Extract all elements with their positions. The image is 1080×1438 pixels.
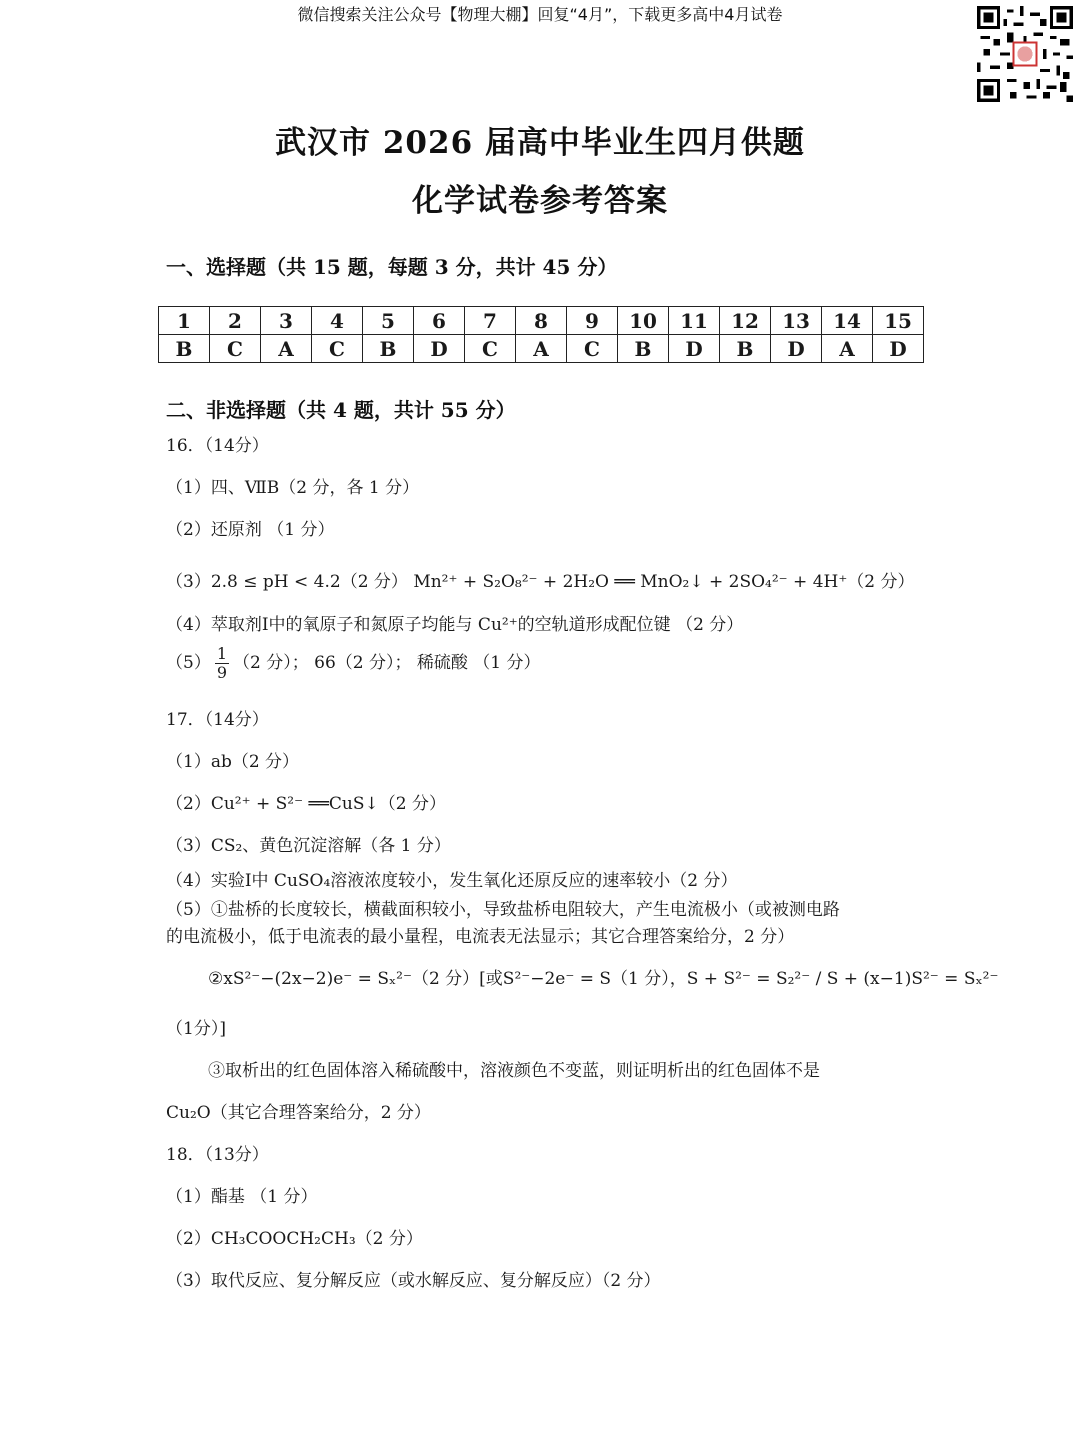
question-number-cell: 12	[720, 307, 771, 335]
fraction-numerator: 1	[216, 644, 228, 663]
question-number-cell: 1	[159, 307, 210, 335]
doc-title: 武汉市 2026 届高中毕业生四月供题	[275, 125, 805, 161]
q17-part1: （1）ab（2 分）	[166, 752, 300, 772]
answer-cell: C	[312, 335, 363, 363]
section-multiple-choice-heading: 一、选择题（共 15 题，每题 3 分，共计 45 分）	[166, 255, 618, 279]
q17-part5-sub2-cont: （1分）]	[166, 1019, 226, 1039]
answer-key-table	[158, 306, 924, 363]
answer-cell: B	[618, 335, 669, 363]
question-number-cell: 2	[210, 307, 261, 335]
q16-part5	[166, 645, 541, 682]
q16-heading: 16．（14分）	[166, 436, 269, 456]
section-free-response-heading: 二、非选择题（共 4 题，共计 55 分）	[166, 398, 516, 422]
q17-part2: （2）Cu²⁺ + S²⁻ ══CuS↓（2 分）	[166, 794, 446, 814]
answer-cell: B	[720, 335, 771, 363]
question-number-cell: 5	[363, 307, 414, 335]
q18-part1: （1）酯基 （1 分）	[166, 1187, 318, 1207]
answer-cell: D	[873, 335, 924, 363]
question-number-cell: 15	[873, 307, 924, 335]
q17-part3: （3）CS₂、黄色沉淀溶解（各 1 分）	[166, 836, 451, 856]
answer-cell: D	[771, 335, 822, 363]
q18-part2: （2）CH₃COOCH₂CH₃（2 分）	[166, 1229, 423, 1249]
q16-part4: （4）萃取剂Ⅰ中的氧原子和氮原子均能与 Cu²⁺的空轨道形成配位键 （2 分）	[166, 615, 744, 635]
q16-part3: （3）2.8 ≤ pH < 4.2（2 分） Mn²⁺ + S₂O₈²⁻ + 2H₂O ══ MnO₂↓ + 2SO₄²⁻ + 4H⁺（2 分）	[166, 572, 915, 592]
question-number-cell: 8	[516, 307, 567, 335]
q17-part5-sub2: ②xS²⁻−(2x−2)e⁻ = Sₓ²⁻（2 分）[或S²⁻−2e⁻ = S（1 分），S + S²⁻ = S₂²⁻ / S + (x−1)S²⁻ = Sₓ²⁻	[208, 969, 999, 989]
q16-part5-text: （2 分）； 66（2 分）； 稀硫酸 （1 分）	[233, 653, 541, 673]
answer-cell: A	[516, 335, 567, 363]
question-number-cell: 14	[822, 307, 873, 335]
fraction	[215, 645, 229, 682]
question-number-cell: 6	[414, 307, 465, 335]
q17-part5-sub3: ③取析出的红色固体溶入稀硫酸中，溶液颜色不变蓝，则证明析出的红色固体不是	[208, 1061, 820, 1081]
answer-cell: A	[822, 335, 873, 363]
q16-part5-label: （5）	[166, 653, 211, 673]
q17-part5-line1: （5）①盐桥的长度较长，横截面积较小，导致盐桥电阻较大，产生电流极小（或被测电路	[166, 900, 840, 920]
question-number-cell: 11	[669, 307, 720, 335]
promo-banner: 微信搜索关注公众号【物理大棚】回复“4月”，下载更多高中4月试卷	[297, 5, 783, 24]
doc-subtitle: 化学试卷参考答案	[412, 183, 668, 219]
q18-heading: 18．（13分）	[166, 1145, 269, 1165]
answer-cell: B	[363, 335, 414, 363]
q17-part5-line2: 的电流极小，低于电流表的最小量程，电流表无法显示；其它合理答案给分，2 分）	[166, 927, 795, 947]
question-number-cell: 7	[465, 307, 516, 335]
qr-code-icon	[976, 6, 1074, 102]
q17-heading: 17．（14分）	[166, 710, 269, 730]
answer-row	[159, 335, 924, 363]
question-number-cell: 13	[771, 307, 822, 335]
question-number-cell: 4	[312, 307, 363, 335]
answer-cell: D	[414, 335, 465, 363]
answer-cell: D	[669, 335, 720, 363]
q17-part5-sub3-cont: Cu₂O（其它合理答案给分，2 分）	[166, 1103, 431, 1123]
question-number-cell: 10	[618, 307, 669, 335]
answer-cell: B	[159, 335, 210, 363]
question-number-cell: 3	[261, 307, 312, 335]
answer-cell: C	[567, 335, 618, 363]
q16-part1: （1）四、ⅦB（2 分，各 1 分）	[166, 478, 420, 498]
answer-cell: C	[210, 335, 261, 363]
q16-part2: （2）还原剂 （1 分）	[166, 520, 335, 540]
q18-part3: （3）取代反应、复分解反应（或水解反应、复分解反应）（2 分）	[166, 1271, 661, 1291]
question-number-cell: 9	[567, 307, 618, 335]
q17-part4: （4）实验Ⅰ中 CuSO₄溶液浓度较小，发生氧化还原反应的速率较小（2 分）	[166, 871, 738, 891]
answer-cell: A	[261, 335, 312, 363]
answer-cell: C	[465, 335, 516, 363]
question-number-row	[159, 307, 924, 335]
fraction-denominator: 9	[216, 663, 228, 682]
